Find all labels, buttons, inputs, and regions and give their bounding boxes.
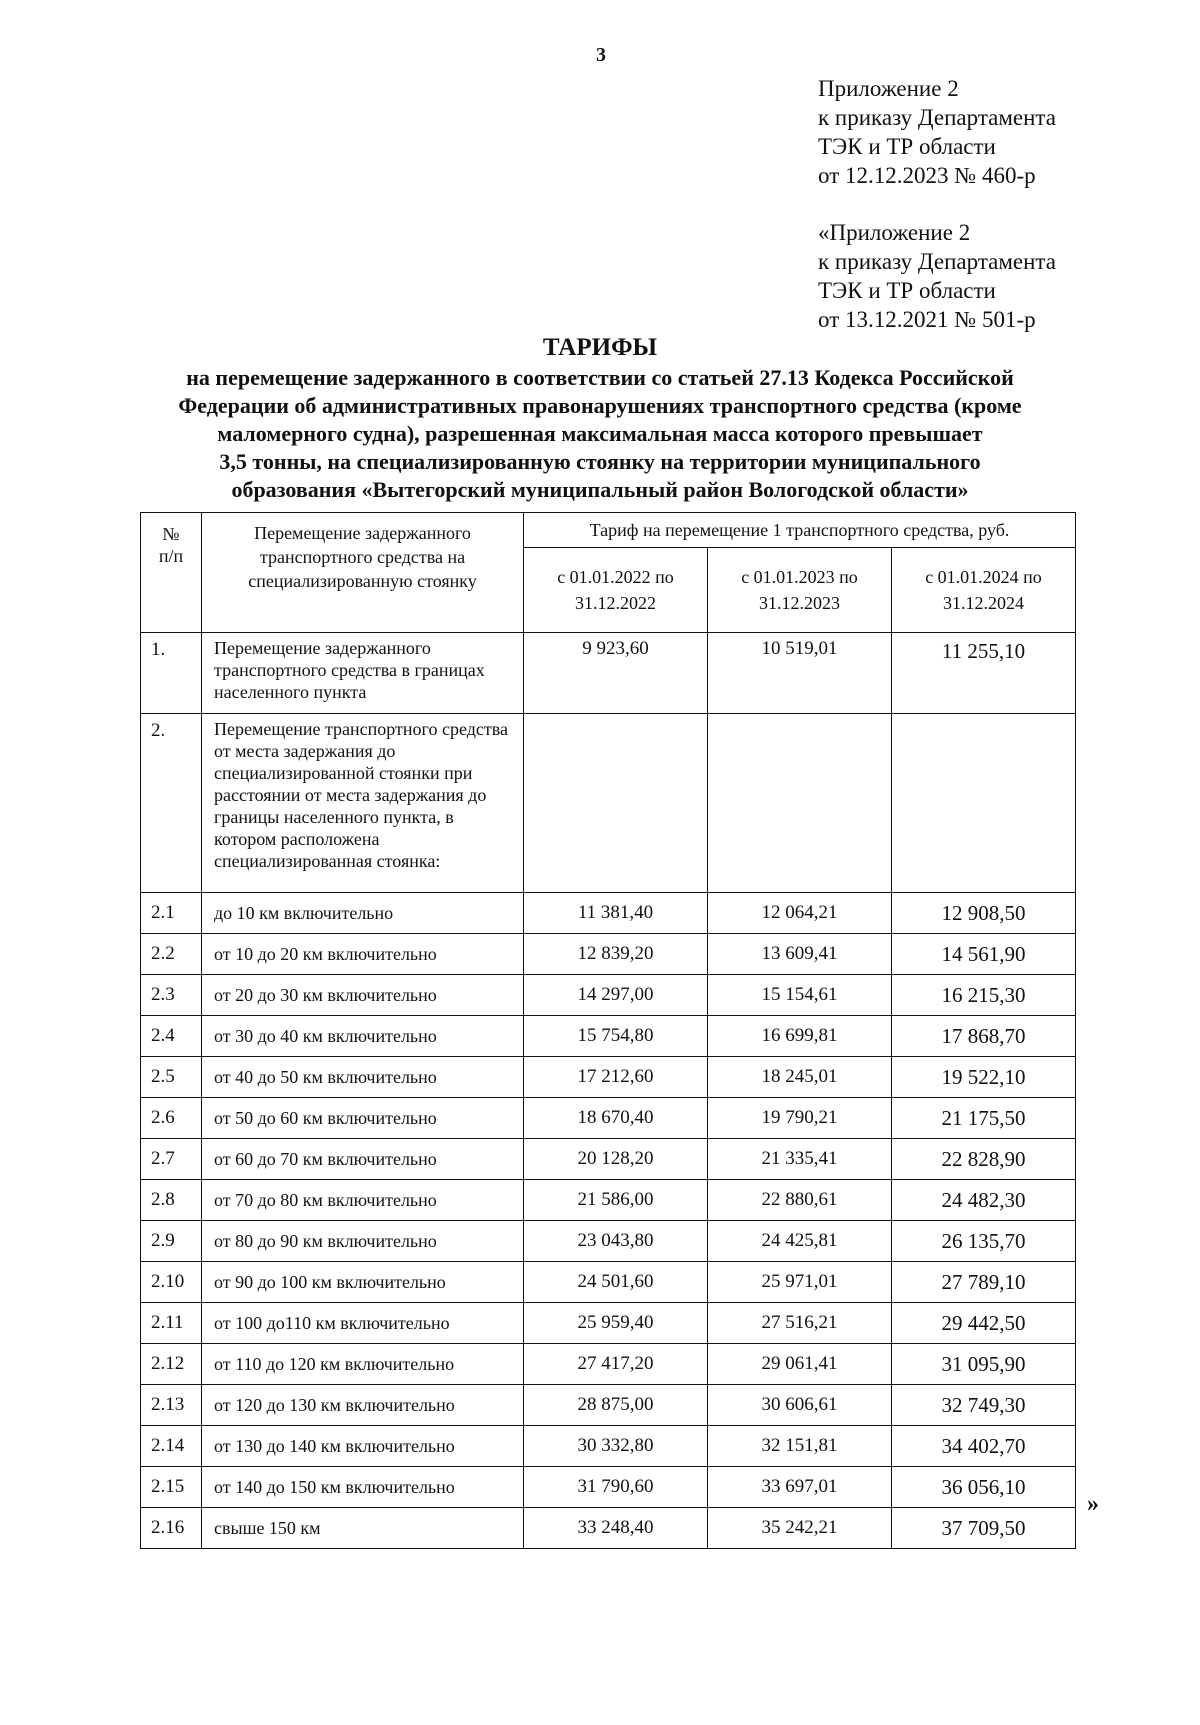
row-description: от 10 до 20 км включительно: [202, 934, 524, 975]
tariff-2024: 27 789,10: [892, 1262, 1076, 1303]
tariff-2022: 27 417,20: [524, 1344, 708, 1385]
row-number: 2.2: [141, 934, 202, 975]
row-number: 2.6: [141, 1098, 202, 1139]
tariff-2022: 18 670,40: [524, 1098, 708, 1139]
appendix-line: к приказу Департамента: [818, 105, 1056, 130]
document-title: ТАРИФЫ: [542, 334, 658, 361]
row-number: 2.3: [141, 975, 202, 1016]
tariff-2023: 24 425,81: [708, 1221, 892, 1262]
appendix-current: [818, 74, 1056, 190]
appendix-line: Приложение 2: [818, 76, 959, 101]
tariff-2024: 24 482,30: [892, 1180, 1076, 1221]
header-desc: Перемещение задержанного транспортного средства на специализированную стоянку: [202, 513, 524, 633]
row-description: от 130 до 140 км включительно: [202, 1426, 524, 1467]
table-row: [141, 1016, 1076, 1057]
tariff-2024: 14 561,90: [892, 934, 1076, 975]
row-description: Перемещение задержанного транспортного средства в границах населенного пункта: [202, 633, 524, 714]
row-description: от 120 до 130 км включительно: [202, 1385, 524, 1426]
row-description: от 100 до110 км включительно: [202, 1303, 524, 1344]
tariff-2022: 30 332,80: [524, 1426, 708, 1467]
tariff-2024: 11 255,10: [892, 633, 1076, 714]
appendix-line: «Приложение 2: [818, 220, 971, 245]
table-row: [141, 1508, 1076, 1549]
tariff-2023: [708, 714, 892, 893]
tariff-2022: 28 875,00: [524, 1385, 708, 1426]
row-number: 2.11: [141, 1303, 202, 1344]
appendix-line: ТЭК и ТР области: [818, 134, 996, 159]
table-row: [141, 934, 1076, 975]
row-number: 2.9: [141, 1221, 202, 1262]
row-description: от 70 до 80 км включительно: [202, 1180, 524, 1221]
tariff-2024: 22 828,90: [892, 1139, 1076, 1180]
tariff-2024: 32 749,30: [892, 1385, 1076, 1426]
header-num: № п/п: [141, 513, 202, 633]
row-number: 1.: [141, 633, 202, 714]
table-row: [141, 1098, 1076, 1139]
row-description: свыше 150 км: [202, 1508, 524, 1549]
tariff-2023: 29 061,41: [708, 1344, 892, 1385]
table-row: [141, 1221, 1076, 1262]
table-row: [141, 1385, 1076, 1426]
row-description: от 30 до 40 км включительно: [202, 1016, 524, 1057]
tariff-2023: 18 245,01: [708, 1057, 892, 1098]
appendix-previous: [818, 218, 1056, 334]
subtitle-line: маломерного судна), разрешенная максимальная масса которого превышает: [217, 421, 983, 446]
table-row: [141, 633, 1076, 714]
tariff-2022: 33 248,40: [524, 1508, 708, 1549]
tariff-2024: 16 215,30: [892, 975, 1076, 1016]
row-number: 2.: [141, 714, 202, 893]
table-row: [141, 1426, 1076, 1467]
row-description: от 110 до 120 км включительно: [202, 1344, 524, 1385]
tariff-2022: 17 212,60: [524, 1057, 708, 1098]
closing-quote: »: [1087, 1491, 1099, 1517]
row-description: от 20 до 30 км включительно: [202, 975, 524, 1016]
row-description: от 60 до 70 км включительно: [202, 1139, 524, 1180]
tariff-2022: [524, 714, 708, 893]
header-period-2024: с 01.01.2024 по 31.12.2024: [892, 548, 1076, 633]
row-number: 2.15: [141, 1467, 202, 1508]
tariff-2022: 11 381,40: [524, 893, 708, 934]
row-description: от 140 до 150 км включительно: [202, 1467, 524, 1508]
row-description: до 10 км включительно: [202, 893, 524, 934]
tariff-2024: 19 522,10: [892, 1057, 1076, 1098]
document-subtitle: [120, 364, 1080, 504]
tariff-2023: 21 335,41: [708, 1139, 892, 1180]
row-number: 2.5: [141, 1057, 202, 1098]
header-tariff-group: Тариф на перемещение 1 транспортного средства, руб.: [524, 513, 1076, 548]
tariff-2024: 36 056,10: [892, 1467, 1076, 1508]
row-number: 2.16: [141, 1508, 202, 1549]
tariff-2023: 19 790,21: [708, 1098, 892, 1139]
subtitle-line: на перемещение задержанного в соответствии со статьей 27.13 Кодекса Российской: [186, 365, 1014, 390]
row-number: 2.7: [141, 1139, 202, 1180]
tariff-2024: 21 175,50: [892, 1098, 1076, 1139]
tariff-2023: 13 609,41: [708, 934, 892, 975]
tariff-2024: 34 402,70: [892, 1426, 1076, 1467]
tariff-2024: 37 709,50: [892, 1508, 1076, 1549]
tariff-2024: [892, 714, 1076, 893]
tariff-2023: 27 516,21: [708, 1303, 892, 1344]
subtitle-line: Федерации об административных правонарушениях транспортного средства (кроме: [178, 393, 1022, 418]
tariff-2022: 14 297,00: [524, 975, 708, 1016]
tariff-2022: 9 923,60: [524, 633, 708, 714]
row-description: от 90 до 100 км включительно: [202, 1262, 524, 1303]
header-period-2023: с 01.01.2023 по 31.12.2023: [708, 548, 892, 633]
row-number: 2.12: [141, 1344, 202, 1385]
tariff-2022: 21 586,00: [524, 1180, 708, 1221]
table-row: [141, 893, 1076, 934]
tariff-2022: 12 839,20: [524, 934, 708, 975]
tariff-2022: 25 959,40: [524, 1303, 708, 1344]
tariff-2022: 23 043,80: [524, 1221, 708, 1262]
tariff-2024: 29 442,50: [892, 1303, 1076, 1344]
appendix-line: к приказу Департамента: [818, 249, 1056, 274]
table-row: [141, 1303, 1076, 1344]
row-number: 2.1: [141, 893, 202, 934]
tariff-2023: 10 519,01: [708, 633, 892, 714]
tariff-2023: 15 154,61: [708, 975, 892, 1016]
table-row: [141, 1139, 1076, 1180]
appendix-line: ТЭК и ТР области: [818, 278, 996, 303]
table-row: [141, 1467, 1076, 1508]
row-description: от 40 до 50 км включительно: [202, 1057, 524, 1098]
tariff-2023: 12 064,21: [708, 893, 892, 934]
tariff-2022: 31 790,60: [524, 1467, 708, 1508]
tariff-2023: 16 699,81: [708, 1016, 892, 1057]
tariff-2023: 30 606,61: [708, 1385, 892, 1426]
row-description: от 80 до 90 км включительно: [202, 1221, 524, 1262]
table-row: [141, 714, 1076, 893]
table-row: [141, 1057, 1076, 1098]
row-number: 2.14: [141, 1426, 202, 1467]
header-period-2022: с 01.01.2022 по 31.12.2022: [524, 548, 708, 633]
tariff-2022: 15 754,80: [524, 1016, 708, 1057]
tariff-2024: 31 095,90: [892, 1344, 1076, 1385]
row-number: 2.10: [141, 1262, 202, 1303]
table-row: [141, 1344, 1076, 1385]
tariff-2023: 22 880,61: [708, 1180, 892, 1221]
tariffs-table: [140, 512, 1076, 1549]
row-number: 2.13: [141, 1385, 202, 1426]
table-row: [141, 1180, 1076, 1221]
row-description: Перемещение транспортного средства от места задержания до специализированной стоянки при расстоянии от места задержания до границы населенного пункта, в котором расположена специализированная стоянка:: [202, 714, 524, 893]
page-number: 3: [596, 44, 606, 66]
table-row: [141, 1262, 1076, 1303]
row-number: 2.4: [141, 1016, 202, 1057]
tariff-2023: 32 151,81: [708, 1426, 892, 1467]
tariff-2023: 33 697,01: [708, 1467, 892, 1508]
tariff-2024: 26 135,70: [892, 1221, 1076, 1262]
tariff-2024: 12 908,50: [892, 893, 1076, 934]
subtitle-line: образования «Вытегорский муниципальный район Вологодской области»: [231, 477, 969, 502]
tariff-2022: 20 128,20: [524, 1139, 708, 1180]
tariff-2022: 24 501,60: [524, 1262, 708, 1303]
table-row: [141, 975, 1076, 1016]
appendix-line: от 12.12.2023 № 460-р: [818, 163, 1036, 188]
row-number: 2.8: [141, 1180, 202, 1221]
tariff-2023: 25 971,01: [708, 1262, 892, 1303]
row-description: от 50 до 60 км включительно: [202, 1098, 524, 1139]
appendix-line: от 13.12.2021 № 501-р: [818, 307, 1036, 332]
tariff-2024: 17 868,70: [892, 1016, 1076, 1057]
tariff-2023: 35 242,21: [708, 1508, 892, 1549]
subtitle-line: 3,5 тонны, на специализированную стоянку на территории муниципального: [219, 449, 981, 474]
